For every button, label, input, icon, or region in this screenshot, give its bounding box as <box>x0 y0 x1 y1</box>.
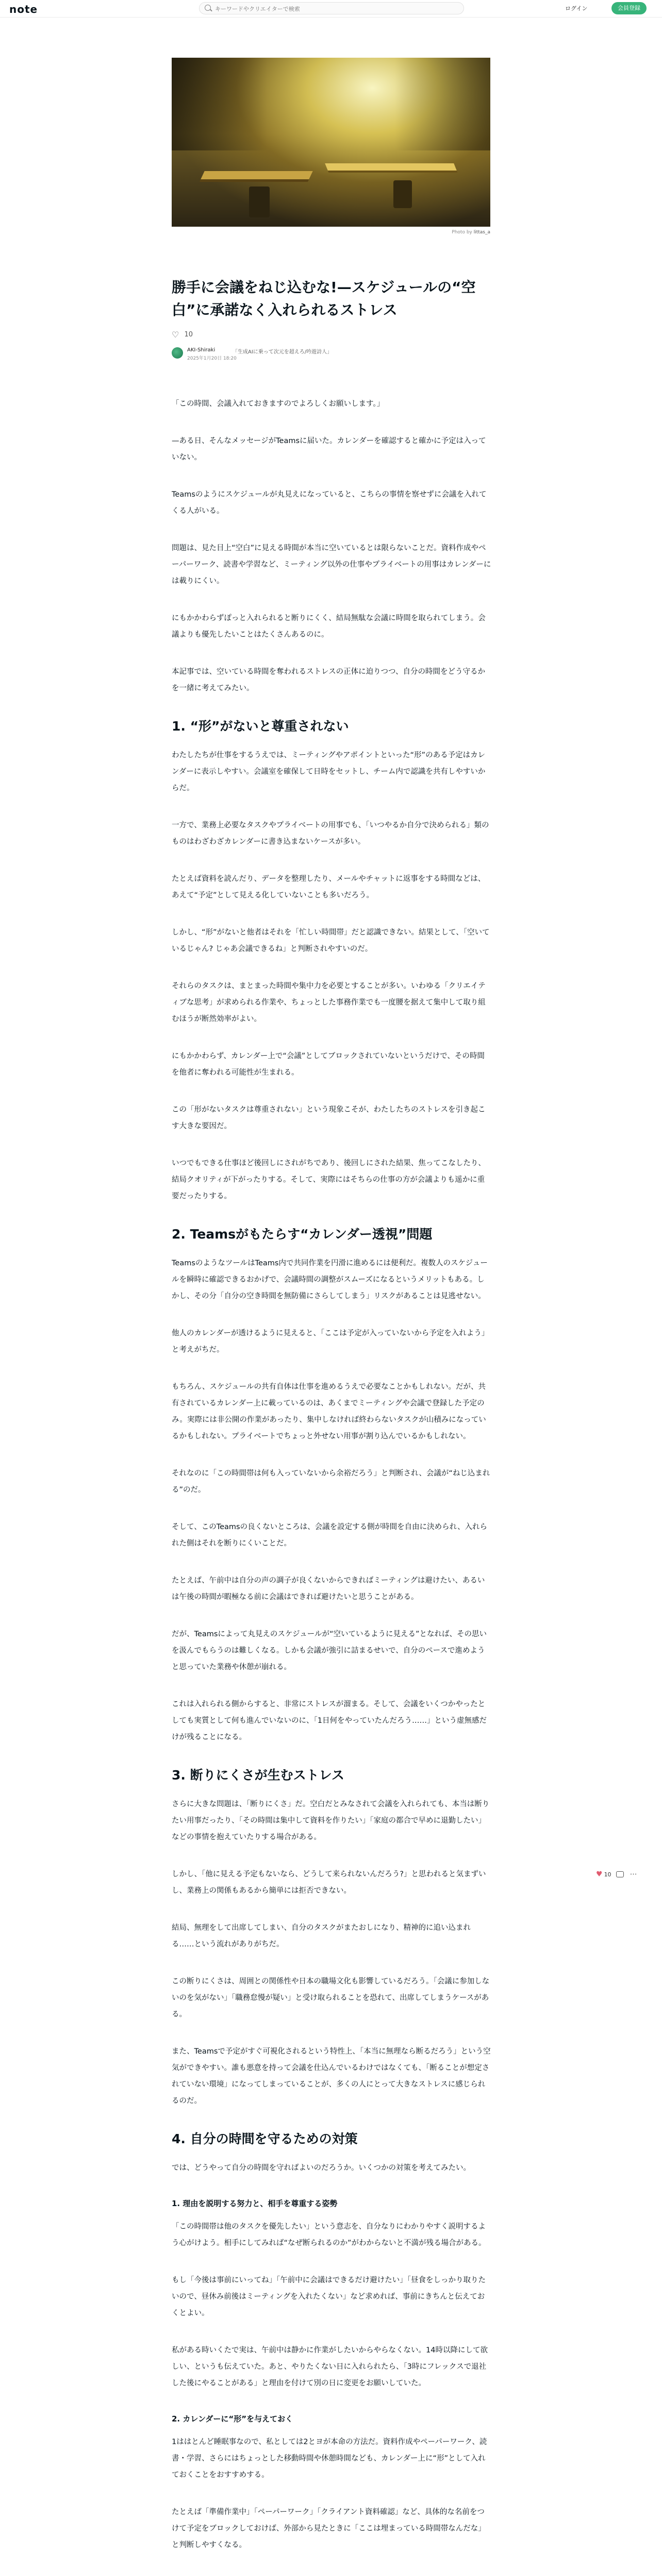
paragraph: また、Teamsで予定がすぐ可視化されるという特性上、「本当に無理なら断るだろう」という空気ができやすい。誰も悪意を持って会議を仕込んでいるわけではなくても、「断ることが想定されていない環境」になってしまっていることが、多くの人にとって大きなストレスに感じられるのだ。 <box>172 2047 491 2105</box>
paragraph: TeamsのようなツールはTeams内で共同作業を円滑に進めるには便利だ。複数人のスケジュールを瞬時に確認できるおかげで、会議時間の調整がスムーズになるというメリットもある。しかし、その分「自分の空き時間を無防備にさらしてしまう」リスクがあることは見逃せない。 <box>172 1259 488 1300</box>
note-logo[interactable]: note <box>9 3 38 15</box>
floating-actions <box>596 1870 637 1878</box>
paragraph: にもかかわらず、カレンダー上で“会議”としてブロックされていないというだけで、その時間を他者に奪われる可能性が生まれる。 <box>172 1052 485 1077</box>
signup-button[interactable]: 会員登録 <box>611 2 647 14</box>
paragraph: 1ははとんど睡眠事なので、私としては2とヨが本命の方法だ。資料作成やペーパーワーク、読書・学習、さらにはちょっとした移動時間や休憩時間なども、カレンダー上に“形”として入れておくことをおすすめする。 <box>172 2438 487 2479</box>
search-icon <box>205 5 211 11</box>
paragraph: 私がある時いくたで実は、午前中は静かに作業がしたいからやらなくない。14時以降にして欲しい、というも伝えていた。あと、やりたくない日に入れられたら、「3時にフレックスで退社した後にやることがある」と理由を付けて別の日に変更をお願いしていた。 <box>172 2346 488 2387</box>
paragraph: たとえば資料を読んだり、データを整理したり、メールやチャットに返事をする時間などは、あえて“予定”として見える化していないことも多いだろう。 <box>172 875 486 900</box>
paragraph: だが、Teamsによって丸見えのスケジュールが“空いているように見える”となれば、その思いを汲んでもらうのは難しくなる。しかも会議が強引に詰まるせいで、自分のペースで進めようと思っていた業務や休憩が崩れる。 <box>172 1630 487 1671</box>
post-date: 2025年1月20日 18:20 <box>187 356 237 361</box>
paragraph: さらに大きな問題は、「断りにくさ」だ。空白だとみなされて会議を入れられても、本当は断りたい用事だったり、「その時間は集中して資料を作りたい」「家庭の都合で早めに退勤したい」などの事情を抱えていたりする場合がある。 <box>172 1800 490 1841</box>
paragraph: 本記事では、空いている時間を奪われるストレスの正体に迫りつつ、自分の時間をどう守るかを一緒に考えてみたい。 <box>172 668 485 692</box>
login-link[interactable]: ログイン <box>565 5 588 12</box>
paragraph: では、どうやって自分の時間を守ればよいのだろうか。いくつかの対策を考えてみたい。 <box>172 2164 471 2172</box>
section-heading: 2. Teamsがもたらす“カレンダー透視”問題 <box>172 1227 433 1242</box>
author-name[interactable]: AKI-Shiraki <box>187 347 216 353</box>
subsection-heading: 2. カレンダーに“形”を与えておく <box>172 2414 293 2424</box>
paragraph: そして、このTeamsの良くないところは、会議を設定する側が時間を自由に決められ、入れられた側はそれを断りにくいことだ。 <box>172 1523 487 1548</box>
article-body <box>172 396 491 2576</box>
photo-credit-name[interactable]: littas_a <box>473 230 490 235</box>
avatar[interactable] <box>172 347 183 359</box>
author-magazine[interactable]: 「生成AIに乗って次元を超えろ/吟遊詩人」 <box>233 349 333 355</box>
hero-table-right <box>325 163 457 171</box>
photo-credit-label: Photo by <box>452 230 474 235</box>
paragraph: 他人のカレンダーが透けるように見えると、「ここは予定が入っていないから予定を入れよう」と考えがちだ。 <box>172 1329 489 1354</box>
section-heading: 4. 自分の時間を守るための対策 <box>172 2131 358 2146</box>
paragraph: それらのタスクは、まとまった時間や集中力を必要とすることが多い。いわゆる「クリエイティブな思考」が求められる作業や、ちょっとした事務作業でも一度腰を据えて集中して取り組むほうが断然効率がよい。 <box>172 982 486 1023</box>
photo-credit <box>172 230 490 235</box>
paragraph: —ある日、そんなメッセージがTeamsに届いた。カレンダーを確認すると確かに予定は入っていない。 <box>172 437 486 462</box>
like-area[interactable] <box>172 330 193 340</box>
paragraph: これは入れられる側からすると、非常にストレスが溜まる。そして、会議をいくつかやったとしても実質として何も進んでいないのに、「1日何をやっていたんだろう……」という虚無感だけが残ることになる。 <box>172 1700 487 1741</box>
paragraph: 一方で、業務上必要なタスクやプライベートの用事でも、「いつやるか自分で決められる」類のものはわざわざカレンダーに書き込まないケースが多い。 <box>172 821 489 846</box>
paragraph: もちろん、スケジュールの共有自体は仕事を進めるうえで必要なことかもしれない。だが、共有されているカレンダー上に載っているのは、あくまでミーティングや会議で登録した予定のみ。実際には非公開の作業があったり、集中しなければ終わらないタスクが山積みになっているかもしれない。プライベートでちょっと外せない用事が割り込んでいるかもしれない。 <box>172 1383 486 1440</box>
paragraph: 結局、無理をして出席してしまい、自分のタスクがまたおしになり、精神的に追い込まれる……という流れがありがちだ。 <box>172 1924 471 1948</box>
comment-icon[interactable] <box>616 1871 624 1877</box>
paragraph: わたしたちが仕事をするうえでは、ミーティングやアポイントといった“形”のある予定はカレンダーに表示しやすい。会議室を確保して日時をセットし、チーム内で認識を共有しやすいからだ。 <box>172 751 486 792</box>
hero-shade <box>172 58 490 150</box>
section-heading: 1. “形”がないと尊重されない <box>172 719 349 734</box>
hero-table-left <box>201 171 312 179</box>
paragraph: この「形がないタスクは尊重されない」という現象こそが、わたしたちのストレスを引き起こす大きな要因だ。 <box>172 1106 486 1130</box>
paragraph: しかし、「他に見える予定もないなら、どうして来られないんだろう?」と思われると気まずいし、業務上の関係もあるから簡単には拒否できない。 <box>172 1870 486 1895</box>
paragraph: たとえば、午前中は自分の声の調子が良くないからできればミーティングは避けたい、あるいは午後の時間が暇極なる前に会議はできれば避けたいと思うことがある。 <box>172 1577 485 1601</box>
paragraph: それなのに「この時間帯は何も入っていないから余裕だろう」と判断され、会議が“ねじ込まれる”のだ。 <box>172 1469 490 1494</box>
like-count: 10 <box>184 331 193 338</box>
paragraph: にもかかわらずぽっと入れられると断りにくく、結局無駄な会議に時間を取られてしまう。会議よりも優先したいことはたくさんあるのに。 <box>172 614 486 639</box>
search-box[interactable] <box>199 2 464 14</box>
paragraph: もし「今後は事前にいってね」「午前中に会議はできるだけ避けたい」「昼食をしっかり取りたいので、昼休み前後はミーティングを入れたくない」など求めれば、事前にきちんと伝えておくとよい。 <box>172 2276 486 2317</box>
paragraph: 「この時間、会議入れておきますのでよろしくお願いします。」 <box>172 400 385 408</box>
paragraph: この断りにくさは、周囲との関係性や日本の職場文化も影響しているだろう。「会議に参加しないのを気がない」「職務怠慢が疑い」と受け取られることを恐れて、出席してしまうケースがある。 <box>172 1977 490 2019</box>
subsection-heading: 1. 理由を説明する努力と、相手を尊重する姿勢 <box>172 2199 338 2208</box>
article-title: 勝手に会議をねじ込むな!—スケジュールの“空白”に承諾なく入れられるストレス <box>172 279 476 318</box>
paragraph: いつでもできる仕事ほど後回しにされがちであり、後回しにされた結果、焦ってこなしたり、結局クオリティが下がったりする。そして、実際にはそちらの仕事の方が会議よりも遥かに重要だったりする。 <box>172 1159 486 1200</box>
heart-icon[interactable]: ♡ <box>172 330 179 340</box>
author-block <box>172 345 502 364</box>
paragraph: 問題は、見た目上“空白”に見える時間が本当に空いているとは限らないことだ。資料作成やペーパーワーク、読書や学習など、ミーティング以外の仕事やプライベートの用事はカレンダーには載りにくい。 <box>172 544 491 585</box>
paragraph: Teamsのようにスケジュールが丸見えになっていると、こちらの事情を察せずに会議を入れてくる人がいる。 <box>172 490 487 515</box>
paragraph: 「この時間帯は他のタスクを優先したい」という意志を、自分なりにわかりやすく説明するよう心がけよう。相手にしてみれば“なぜ断られるのか”がわからないと不満が残る場合がある。 <box>172 2223 486 2247</box>
search-input[interactable] <box>214 4 453 13</box>
hero-chair-left <box>249 187 270 217</box>
floating-like-count: 10 <box>604 1871 611 1878</box>
floating-heart-icon[interactable]: ♥ <box>596 1870 603 1878</box>
paragraph: たとえば「準備作業中」「ペーパーワーク」「クライアント資料確認」など、具体的な名前をつけて予定をブロックしておけば、外部から見たときに「ここは埋まっている時間帯なんだな」と判断しやすくなる。 <box>172 2508 486 2549</box>
site-header <box>0 0 662 18</box>
paragraph: しかし、“形”がないと他者はそれを「忙しい時間帯」だと認識できない。結果として、「空いているじゃん? じゃあ会議できるね」と判断されやすいのだ。 <box>172 928 490 953</box>
hero-image <box>172 58 490 227</box>
hero-chair-right <box>393 180 412 208</box>
share-icon[interactable]: ⋯ <box>630 1870 637 1878</box>
section-heading: 3. 断りにくさが生むストレス <box>172 1768 344 1783</box>
paragraph <box>172 2574 491 2576</box>
